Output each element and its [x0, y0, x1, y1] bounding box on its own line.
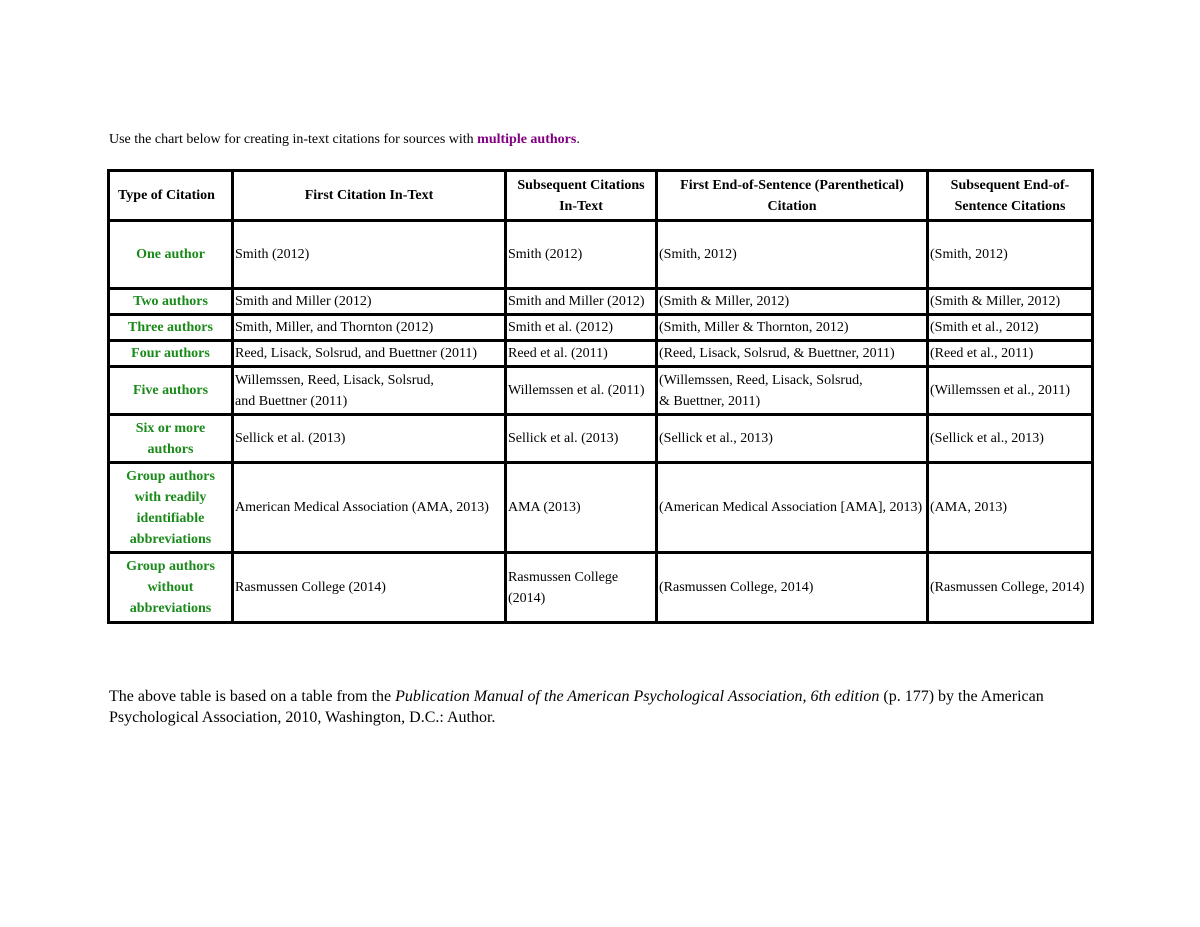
table-cell: Smith, Miller, and Thornton (2012) — [233, 315, 506, 341]
table-row — [109, 415, 1093, 463]
intro-end: . — [576, 132, 580, 147]
row-label: Two authors — [109, 289, 233, 315]
intro-text: Use the chart below for creating in-text citations for sources with — [109, 132, 478, 147]
row-label: Five authors — [109, 367, 233, 415]
table-row — [109, 221, 1093, 289]
table-row — [109, 315, 1093, 341]
header-type-of-citation: Type of Citation — [109, 171, 233, 221]
publication-title: Publication Manual of the American Psychological Association, 6th edition — [395, 688, 880, 705]
table-cell: AMA (2013) — [506, 463, 657, 553]
header-first-end-of-sentence: First End-of-Sentence (Parenthetical) Citation — [657, 171, 928, 221]
source-note-rest: (p. 177) by the American Psychological Association, 2010, Washington, D.C.: Author. — [109, 688, 1044, 726]
table-cell: (Smith et al., 2012) — [928, 315, 1093, 341]
table-cell: (Smith, 2012) — [657, 221, 928, 289]
table-cell: (Rasmussen College, 2014) — [657, 553, 928, 623]
row-label: Group authors without abbreviations — [109, 553, 233, 623]
table-cell: (Smith, Miller & Thornton, 2012) — [657, 315, 928, 341]
table-cell: (Smith & Miller, 2012) — [928, 289, 1093, 315]
source-note-text: The above table is based on a table from the — [109, 688, 396, 705]
citation-table — [107, 169, 1094, 624]
table-cell: Smith (2012) — [506, 221, 657, 289]
table-cell: (Willemssen et al., 2011) — [928, 367, 1093, 415]
table-cell: Smith and Miller (2012) — [233, 289, 506, 315]
table-cell: Willemssen, Reed, Lisack, Solsrud, and Buettner (2011) — [233, 367, 506, 415]
table-row — [109, 553, 1093, 623]
table-cell: (Rasmussen College, 2014) — [928, 553, 1093, 623]
row-label: Four authors — [109, 341, 233, 367]
table-cell: (Willemssen, Reed, Lisack, Solsrud, & Buettner, 2011) — [657, 367, 928, 415]
table-cell: Smith et al. (2012) — [506, 315, 657, 341]
header-subsequent-citations-in-text: Subsequent Citations In-Text — [506, 171, 657, 221]
table-cell: (Reed, Lisack, Solsrud, & Buettner, 2011) — [657, 341, 928, 367]
table-row — [109, 463, 1093, 553]
table-cell: (Sellick et al., 2013) — [657, 415, 928, 463]
table-cell: (American Medical Association [AMA], 2013) — [657, 463, 928, 553]
row-label: Three authors — [109, 315, 233, 341]
intro-highlight: multiple authors — [477, 132, 577, 147]
table-cell: (Smith & Miller, 2012) — [657, 289, 928, 315]
row-label: Group authors with readily identifiable abbreviations — [109, 463, 233, 553]
table-cell: Reed et al. (2011) — [506, 341, 657, 367]
table-cell: (Sellick et al., 2013) — [928, 415, 1093, 463]
table-cell: Sellick et al. (2013) — [233, 415, 506, 463]
intro-sentence — [109, 131, 580, 149]
table-row — [109, 341, 1093, 367]
table-cell: American Medical Association (AMA, 2013) — [233, 463, 506, 553]
header-row — [109, 171, 1093, 221]
header-subsequent-end-of-sentence: Subsequent End-of-Sentence Citations — [928, 171, 1093, 221]
table-cell: (Reed et al., 2011) — [928, 341, 1093, 367]
table-cell: Smith and Miller (2012) — [506, 289, 657, 315]
table-cell: Sellick et al. (2013) — [506, 415, 657, 463]
row-label: Six or more authors — [109, 415, 233, 463]
table-cell: Willemssen et al. (2011) — [506, 367, 657, 415]
table-cell: (Smith, 2012) — [928, 221, 1093, 289]
row-label: One author — [109, 221, 233, 289]
table-row — [109, 367, 1093, 415]
table-cell: Smith (2012) — [233, 221, 506, 289]
table-cell: Rasmussen College (2014) — [233, 553, 506, 623]
header-first-citation-in-text: First Citation In-Text — [233, 171, 506, 221]
source-note — [109, 686, 1089, 728]
table-cell: Reed, Lisack, Solsrud, and Buettner (2011) — [233, 341, 506, 367]
table-cell: Rasmussen College (2014) — [506, 553, 657, 623]
table-row — [109, 289, 1093, 315]
table-cell: (AMA, 2013) — [928, 463, 1093, 553]
